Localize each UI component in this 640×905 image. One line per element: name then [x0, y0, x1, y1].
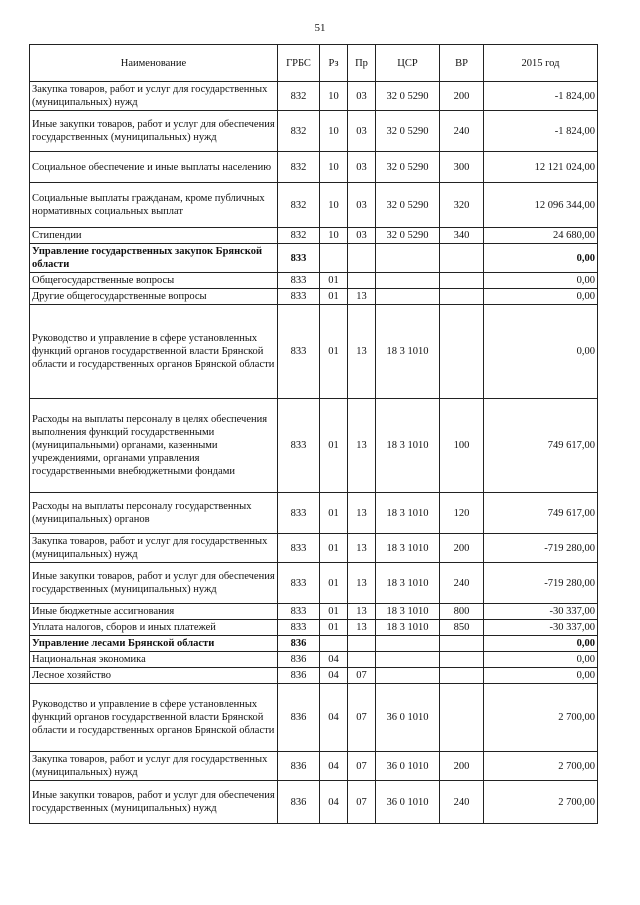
cell-name: Социальное обеспечение и иные выплаты населению [30, 152, 278, 183]
table-row [30, 228, 598, 244]
cell-name: Расходы на выплаты персоналу в целях обеспечения выполнения функций государственными (муниципальными) органами, казенными учреждениями, органами управления государственными внебюджетными фондами [30, 399, 278, 493]
cell-sum: 12 096 344,00 [484, 183, 598, 228]
cell-vr: 800 [440, 604, 484, 620]
cell-vr [440, 244, 484, 273]
cell-vr: 200 [440, 752, 484, 781]
cell-grbs: 836 [278, 684, 320, 752]
cell-name: Закупка товаров, работ и услуг для государственных (муниципальных) нужд [30, 82, 278, 111]
table-row [30, 781, 598, 824]
cell-sum: 0,00 [484, 636, 598, 652]
cell-pr: 13 [348, 493, 376, 534]
cell-grbs: 832 [278, 183, 320, 228]
cell-rz: 10 [320, 228, 348, 244]
cell-vr: 100 [440, 399, 484, 493]
cell-name: Управление государственных закупок Брянской области [30, 244, 278, 273]
cell-csr: 32 0 5290 [376, 228, 440, 244]
cell-pr: 07 [348, 752, 376, 781]
header-row [30, 45, 598, 82]
cell-rz: 01 [320, 620, 348, 636]
cell-csr: 36 0 1010 [376, 752, 440, 781]
table-row [30, 752, 598, 781]
cell-name: Руководство и управление в сфере установленных функций органов государственной власти Брянской области и государственных органов Брянской области [30, 684, 278, 752]
cell-csr [376, 273, 440, 289]
cell-sum: 749 617,00 [484, 399, 598, 493]
cell-sum: 24 680,00 [484, 228, 598, 244]
cell-grbs: 832 [278, 152, 320, 183]
cell-sum: 12 121 024,00 [484, 152, 598, 183]
cell-pr: 13 [348, 563, 376, 604]
cell-name: Иные закупки товаров, работ и услуг для обеспечения государственных (муниципальных) нужд [30, 781, 278, 824]
table-row [30, 305, 598, 399]
cell-grbs: 833 [278, 620, 320, 636]
table-row [30, 620, 598, 636]
cell-name: Закупка товаров, работ и услуг для государственных (муниципальных) нужд [30, 534, 278, 563]
cell-csr: 18 3 1010 [376, 493, 440, 534]
cell-name: Руководство и управление в сфере установленных функций органов государственной власти Брянской области и государственных органов Брянской области [30, 305, 278, 399]
cell-rz: 01 [320, 493, 348, 534]
cell-rz: 10 [320, 152, 348, 183]
cell-name: Уплата налогов, сборов и иных платежей [30, 620, 278, 636]
cell-sum: 2 700,00 [484, 752, 598, 781]
cell-vr: 200 [440, 82, 484, 111]
header-csr: ЦСР [376, 45, 440, 82]
table-row [30, 82, 598, 111]
cell-vr: 200 [440, 534, 484, 563]
cell-sum: -719 280,00 [484, 563, 598, 604]
cell-vr: 240 [440, 563, 484, 604]
table-row [30, 563, 598, 604]
header-rz: Рз [320, 45, 348, 82]
cell-sum: 749 617,00 [484, 493, 598, 534]
cell-csr: 32 0 5290 [376, 183, 440, 228]
header-pr: Пр [348, 45, 376, 82]
cell-vr: 320 [440, 183, 484, 228]
cell-pr [348, 652, 376, 668]
cell-grbs: 832 [278, 82, 320, 111]
cell-rz: 01 [320, 534, 348, 563]
table-row [30, 668, 598, 684]
header-vr: ВР [440, 45, 484, 82]
cell-grbs: 836 [278, 781, 320, 824]
table-body [30, 82, 598, 824]
cell-sum: -1 824,00 [484, 82, 598, 111]
cell-grbs: 833 [278, 305, 320, 399]
header-name: Наименование [30, 45, 278, 82]
cell-csr: 18 3 1010 [376, 620, 440, 636]
table-row [30, 183, 598, 228]
cell-sum: -1 824,00 [484, 111, 598, 152]
cell-name: Национальная экономика [30, 652, 278, 668]
cell-pr: 13 [348, 289, 376, 305]
cell-pr: 03 [348, 152, 376, 183]
cell-pr [348, 636, 376, 652]
table-row [30, 289, 598, 305]
cell-name: Управление лесами Брянской области [30, 636, 278, 652]
cell-vr [440, 668, 484, 684]
cell-sum: 0,00 [484, 289, 598, 305]
cell-vr: 850 [440, 620, 484, 636]
cell-vr [440, 273, 484, 289]
cell-pr: 03 [348, 228, 376, 244]
cell-pr: 07 [348, 684, 376, 752]
cell-pr: 07 [348, 668, 376, 684]
table-row [30, 244, 598, 273]
cell-vr: 120 [440, 493, 484, 534]
cell-grbs: 833 [278, 244, 320, 273]
cell-name: Стипендии [30, 228, 278, 244]
cell-name: Иные закупки товаров, работ и услуг для обеспечения государственных (муниципальных) нужд [30, 111, 278, 152]
table-row [30, 636, 598, 652]
cell-csr [376, 244, 440, 273]
cell-csr: 18 3 1010 [376, 305, 440, 399]
cell-rz: 01 [320, 604, 348, 620]
table-row [30, 273, 598, 289]
cell-sum: 0,00 [484, 652, 598, 668]
cell-rz: 01 [320, 273, 348, 289]
cell-rz: 04 [320, 668, 348, 684]
table-row [30, 493, 598, 534]
cell-csr: 18 3 1010 [376, 399, 440, 493]
table-row [30, 111, 598, 152]
table-row [30, 534, 598, 563]
cell-csr [376, 652, 440, 668]
cell-name: Расходы на выплаты персоналу государственных (муниципальных) органов [30, 493, 278, 534]
cell-vr: 300 [440, 152, 484, 183]
cell-pr: 03 [348, 183, 376, 228]
table-row [30, 652, 598, 668]
cell-sum: 0,00 [484, 305, 598, 399]
header-grbs: ГРБС [278, 45, 320, 82]
cell-rz: 04 [320, 684, 348, 752]
cell-rz: 10 [320, 82, 348, 111]
cell-grbs: 836 [278, 652, 320, 668]
cell-name: Иные бюджетные ассигнования [30, 604, 278, 620]
cell-rz: 04 [320, 652, 348, 668]
cell-grbs: 836 [278, 668, 320, 684]
cell-vr [440, 305, 484, 399]
cell-rz [320, 636, 348, 652]
cell-sum: 0,00 [484, 668, 598, 684]
cell-csr: 36 0 1010 [376, 781, 440, 824]
cell-rz: 01 [320, 305, 348, 399]
cell-rz: 01 [320, 399, 348, 493]
cell-grbs: 832 [278, 228, 320, 244]
cell-vr: 240 [440, 111, 484, 152]
cell-grbs: 832 [278, 111, 320, 152]
cell-csr [376, 668, 440, 684]
cell-pr: 03 [348, 111, 376, 152]
cell-grbs: 836 [278, 752, 320, 781]
table-row [30, 152, 598, 183]
cell-grbs: 833 [278, 289, 320, 305]
cell-csr: 36 0 1010 [376, 684, 440, 752]
cell-vr [440, 636, 484, 652]
cell-sum: -719 280,00 [484, 534, 598, 563]
cell-grbs: 833 [278, 563, 320, 604]
cell-pr: 03 [348, 82, 376, 111]
cell-rz: 10 [320, 183, 348, 228]
cell-sum: 0,00 [484, 244, 598, 273]
cell-sum: -30 337,00 [484, 620, 598, 636]
cell-grbs: 833 [278, 534, 320, 563]
cell-vr [440, 652, 484, 668]
cell-pr: 13 [348, 399, 376, 493]
cell-csr: 32 0 5290 [376, 111, 440, 152]
cell-grbs: 833 [278, 399, 320, 493]
table-row [30, 399, 598, 493]
cell-name: Общегосударственные вопросы [30, 273, 278, 289]
cell-name: Социальные выплаты гражданам, кроме публичных нормативных социальных выплат [30, 183, 278, 228]
cell-csr: 18 3 1010 [376, 563, 440, 604]
cell-vr: 240 [440, 781, 484, 824]
cell-rz: 01 [320, 289, 348, 305]
cell-rz: 01 [320, 563, 348, 604]
cell-rz: 04 [320, 781, 348, 824]
cell-grbs: 833 [278, 273, 320, 289]
cell-sum: -30 337,00 [484, 604, 598, 620]
cell-name: Лесное хозяйство [30, 668, 278, 684]
cell-rz: 04 [320, 752, 348, 781]
cell-pr [348, 244, 376, 273]
cell-sum: 2 700,00 [484, 684, 598, 752]
cell-csr: 32 0 5290 [376, 82, 440, 111]
cell-grbs: 833 [278, 493, 320, 534]
header-year: 2015 год [484, 45, 598, 82]
cell-sum: 0,00 [484, 273, 598, 289]
cell-csr: 32 0 5290 [376, 152, 440, 183]
cell-grbs: 836 [278, 636, 320, 652]
cell-csr: 18 3 1010 [376, 604, 440, 620]
cell-csr: 18 3 1010 [376, 534, 440, 563]
page-number: 51 [314, 22, 326, 34]
cell-csr [376, 289, 440, 305]
cell-sum: 2 700,00 [484, 781, 598, 824]
table-row [30, 604, 598, 620]
cell-pr: 13 [348, 305, 376, 399]
table-row [30, 684, 598, 752]
cell-name: Закупка товаров, работ и услуг для государственных (муниципальных) нужд [30, 752, 278, 781]
cell-pr: 13 [348, 534, 376, 563]
cell-pr: 07 [348, 781, 376, 824]
cell-vr: 340 [440, 228, 484, 244]
cell-grbs: 833 [278, 604, 320, 620]
cell-pr: 13 [348, 604, 376, 620]
cell-csr [376, 636, 440, 652]
cell-rz: 10 [320, 111, 348, 152]
cell-pr: 13 [348, 620, 376, 636]
cell-vr [440, 289, 484, 305]
cell-pr [348, 273, 376, 289]
cell-name: Другие общегосударственные вопросы [30, 289, 278, 305]
cell-rz [320, 244, 348, 273]
cell-name: Иные закупки товаров, работ и услуг для обеспечения государственных (муниципальных) нужд [30, 563, 278, 604]
cell-vr [440, 684, 484, 752]
budget-table [29, 44, 598, 824]
